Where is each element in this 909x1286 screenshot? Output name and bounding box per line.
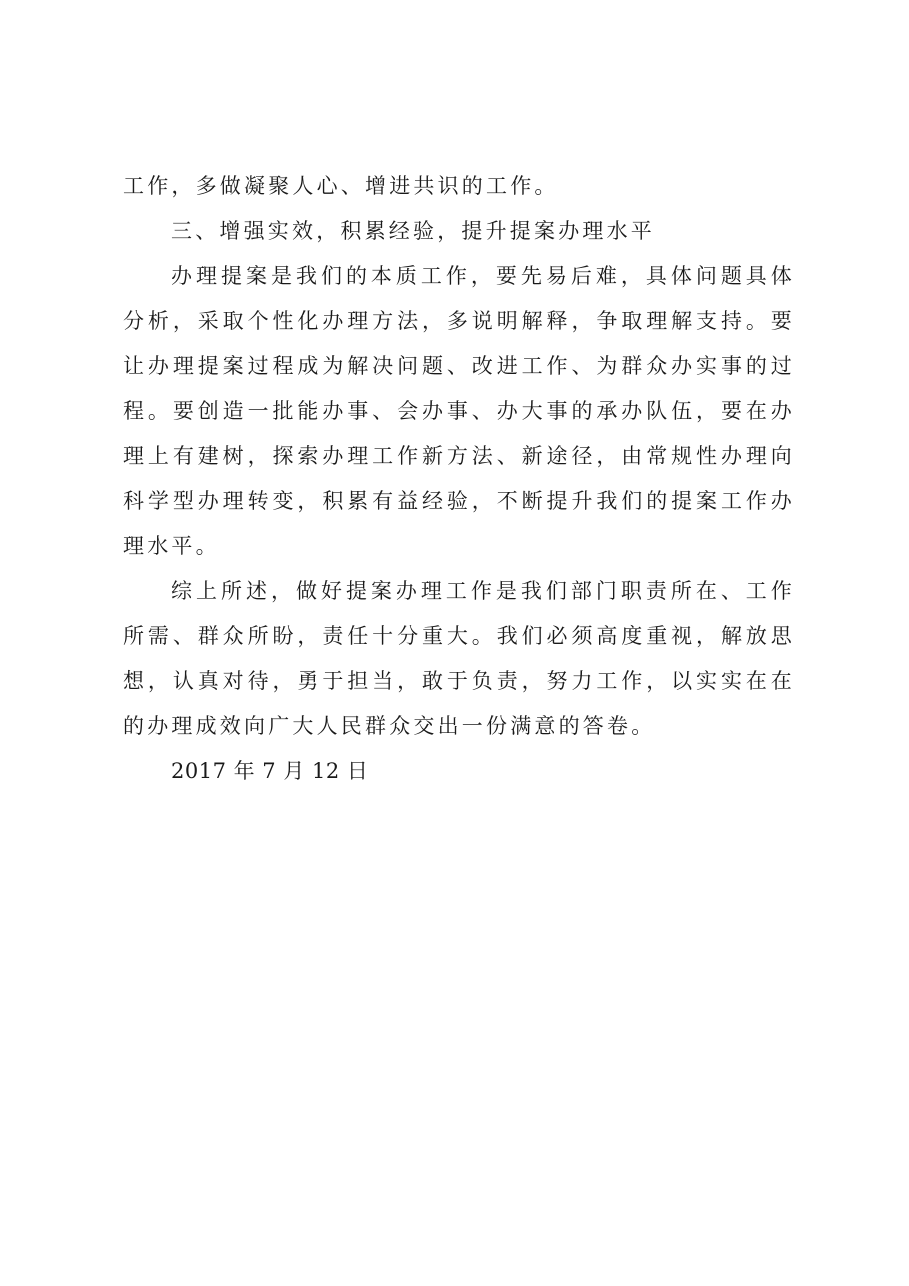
paragraph-continuation: 工作，多做凝聚人心、增进共识的工作。 (123, 174, 559, 198)
document-date: 2017 年 7 月 12 日 (171, 759, 369, 783)
paragraph-handling-proposals: 办理提案是我们的本质工作，要先易后难，具体问题具体分析，采取个性化办理方法，多说明解释，争取理解支持。要让办理提案过程成为解决问题、改进工作、为群众办实事的过程。要创造一批能办事、会办事、办大事的承办队伍，要在办理上有建树，探索办理工作新方法、新途径，由常规性办理向科学型办理转变，积累有益经验，不断提升我们的提案工作办理水平。 (123, 264, 795, 558)
document-body (123, 164, 795, 794)
paragraph-conclusion: 综上所述，做好提案办理工作是我们部门职责所在、工作所需、群众所盼，责任十分重大。我们必须高度重视，解放思想，认真对待，勇于担当，敢于负责，努力工作，以实实在在的办理成效向广大人民群众交出一份满意的答卷。 (123, 579, 795, 738)
section-heading: 三、增强实效，积累经验，提升提案办理水平 (171, 219, 655, 243)
